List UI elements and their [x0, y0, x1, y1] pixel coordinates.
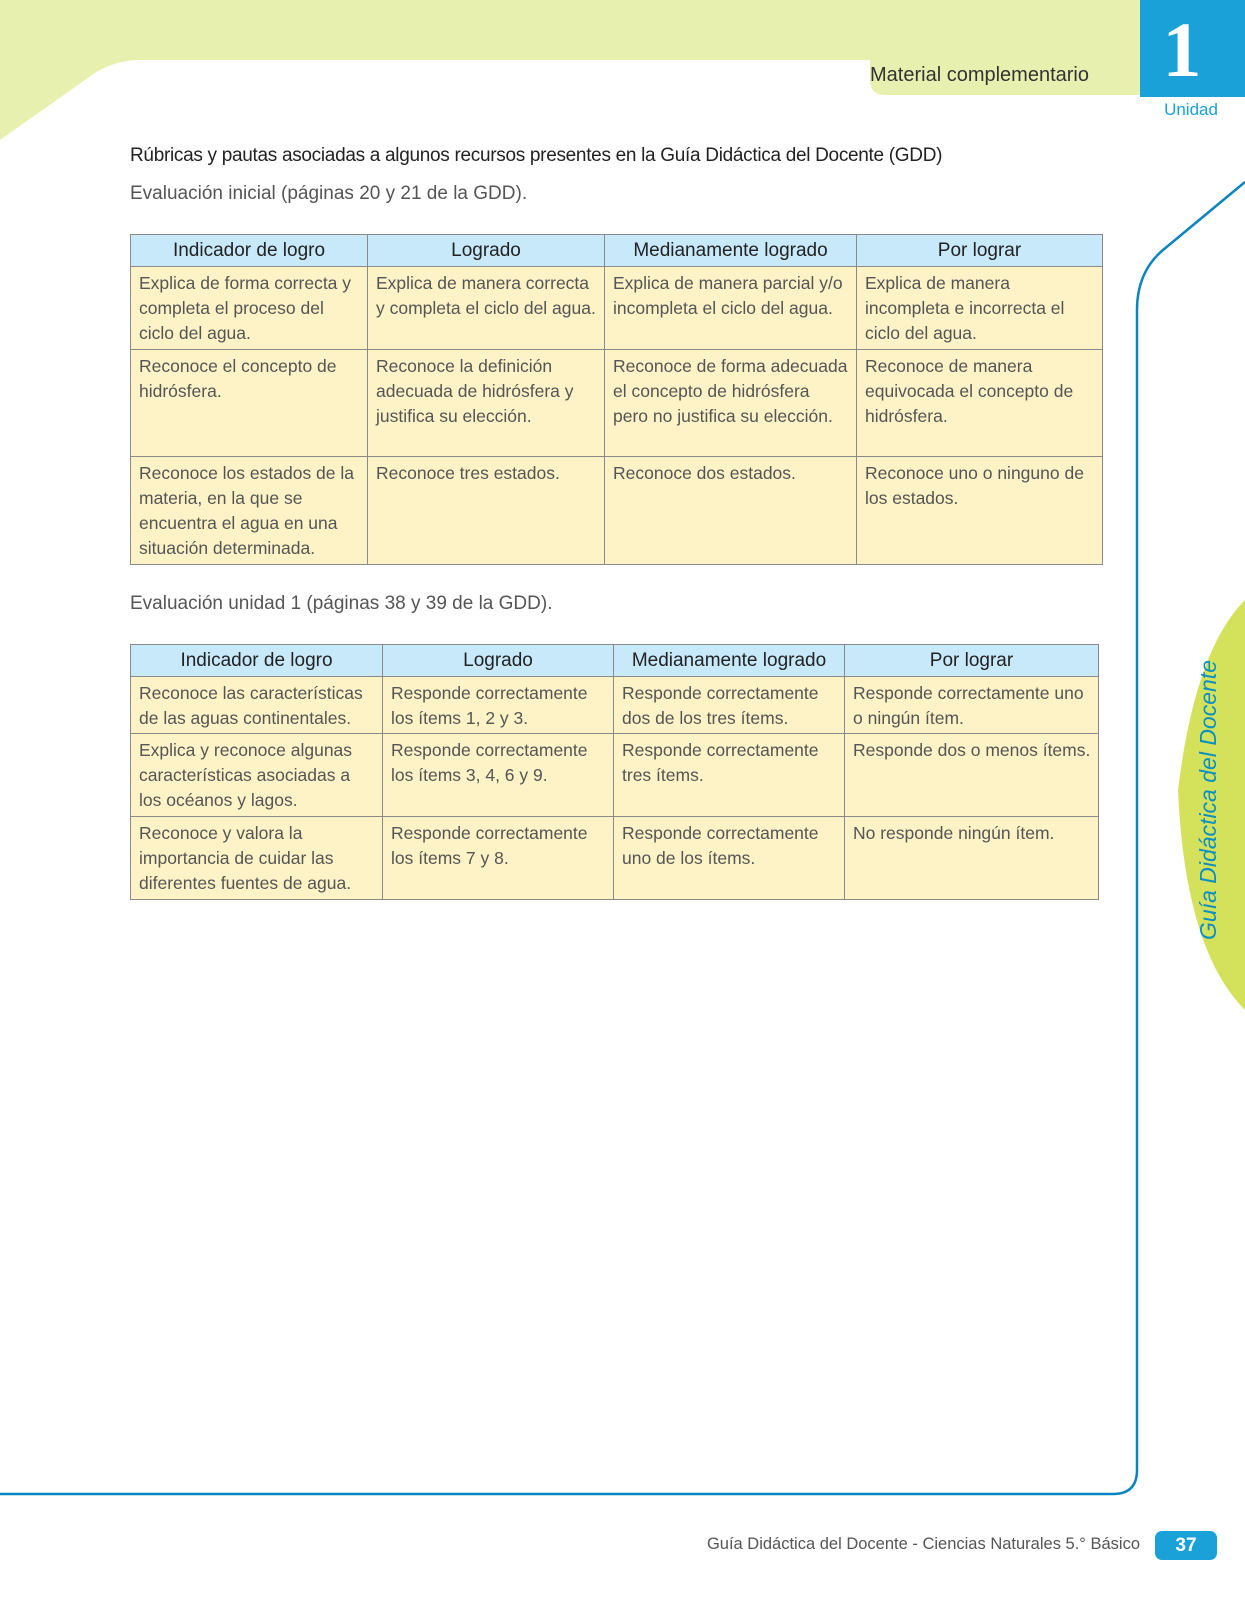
- section-subtitle: Evaluación inicial (páginas 20 y 21 de la GDD).: [130, 183, 528, 204]
- table-row: [131, 350, 1103, 457]
- column-header: Logrado: [368, 235, 605, 267]
- column-header: Medianamente logrado: [605, 235, 857, 267]
- table-cell: Explica de manera correcta y completa el ciclo del agua.: [368, 267, 605, 350]
- unit-number: 1: [1162, 6, 1202, 93]
- table-row: [131, 817, 1099, 900]
- table-cell: Responde correctamente los ítems 3, 4, 6 y 9.: [383, 734, 614, 817]
- table-row: [131, 734, 1099, 817]
- table-cell: Reconoce las características de las aguas continentales.: [131, 677, 383, 734]
- table-row: [131, 457, 1103, 565]
- table-cell: Reconoce dos estados.: [605, 457, 857, 565]
- table-cell: Explica de manera incompleta e incorrecta el ciclo del agua.: [857, 267, 1103, 350]
- table-cell: Responde correctamente dos de los tres ítems.: [614, 677, 845, 734]
- table-cell: Responde correctamente tres ítems.: [614, 734, 845, 817]
- section-subtitle: Evaluación unidad 1 (páginas 38 y 39 de la GDD).: [130, 593, 553, 614]
- table-cell: Responde correctamente los ítems 1, 2 y 3.: [383, 677, 614, 734]
- rubric-table-unit: [130, 644, 1099, 900]
- column-header: Medianamente logrado: [614, 645, 845, 677]
- column-header: Por lograr: [845, 645, 1099, 677]
- table-cell: Reconoce de forma adecuada el concepto de hidrósfera pero no justifica su elección.: [605, 350, 857, 457]
- table-cell: Reconoce de manera equivocada el concepto de hidrósfera.: [857, 350, 1103, 457]
- sidebar-label: Guía Didáctica del Docente: [1195, 660, 1221, 940]
- table-cell: Reconoce uno o ninguno de los estados.: [857, 457, 1103, 565]
- table-row: [131, 677, 1099, 734]
- table-cell: No responde ningún ítem.: [845, 817, 1099, 900]
- rubric-table-initial: [130, 234, 1103, 565]
- table-cell: Responde correctamente uno o ningún ítem.: [845, 677, 1099, 734]
- table-cell: Responde correctamente los ítems 7 y 8.: [383, 817, 614, 900]
- column-header: Por lograr: [857, 235, 1103, 267]
- table-cell: Explica y reconoce algunas características asociadas a los océanos y lagos.: [131, 734, 383, 817]
- table-row: [131, 267, 1103, 350]
- footer-text: Guía Didáctica del Docente - Ciencias Naturales 5.° Básico: [706, 1535, 1140, 1553]
- page-number: 37: [1175, 1535, 1197, 1556]
- column-header: Indicador de logro: [131, 645, 383, 677]
- table-cell: Responde correctamente uno de los ítems.: [614, 817, 845, 900]
- table-cell: Responde dos o menos ítems.: [845, 734, 1099, 817]
- table-cell: Reconoce la definición adecuada de hidrósfera y justifica su elección.: [368, 350, 605, 457]
- table-cell: Reconoce y valora la importancia de cuidar las diferentes fuentes de agua.: [131, 817, 383, 900]
- column-header: Indicador de logro: [131, 235, 368, 267]
- page-title: Rúbricas y pautas asociadas a algunos recursos presentes en la Guía Didáctica del Docente (GDD): [130, 145, 943, 166]
- table-header-row: [131, 235, 1103, 267]
- column-header: Logrado: [383, 645, 614, 677]
- table-cell: Explica de manera parcial y/o incompleta el ciclo del agua.: [605, 267, 857, 350]
- table-cell: Reconoce tres estados.: [368, 457, 605, 565]
- table-cell: Reconoce los estados de la materia, en la que se encuentra el agua en una situación determinada.: [131, 457, 368, 565]
- unit-label: Unidad: [1164, 100, 1218, 119]
- table-cell: Reconoce el concepto de hidrósfera.: [131, 350, 368, 457]
- table-cell: Explica de forma correcta y completa el proceso del ciclo del agua.: [131, 267, 368, 350]
- table-header-row: [131, 645, 1099, 677]
- section-label: Material complementario: [870, 64, 1089, 86]
